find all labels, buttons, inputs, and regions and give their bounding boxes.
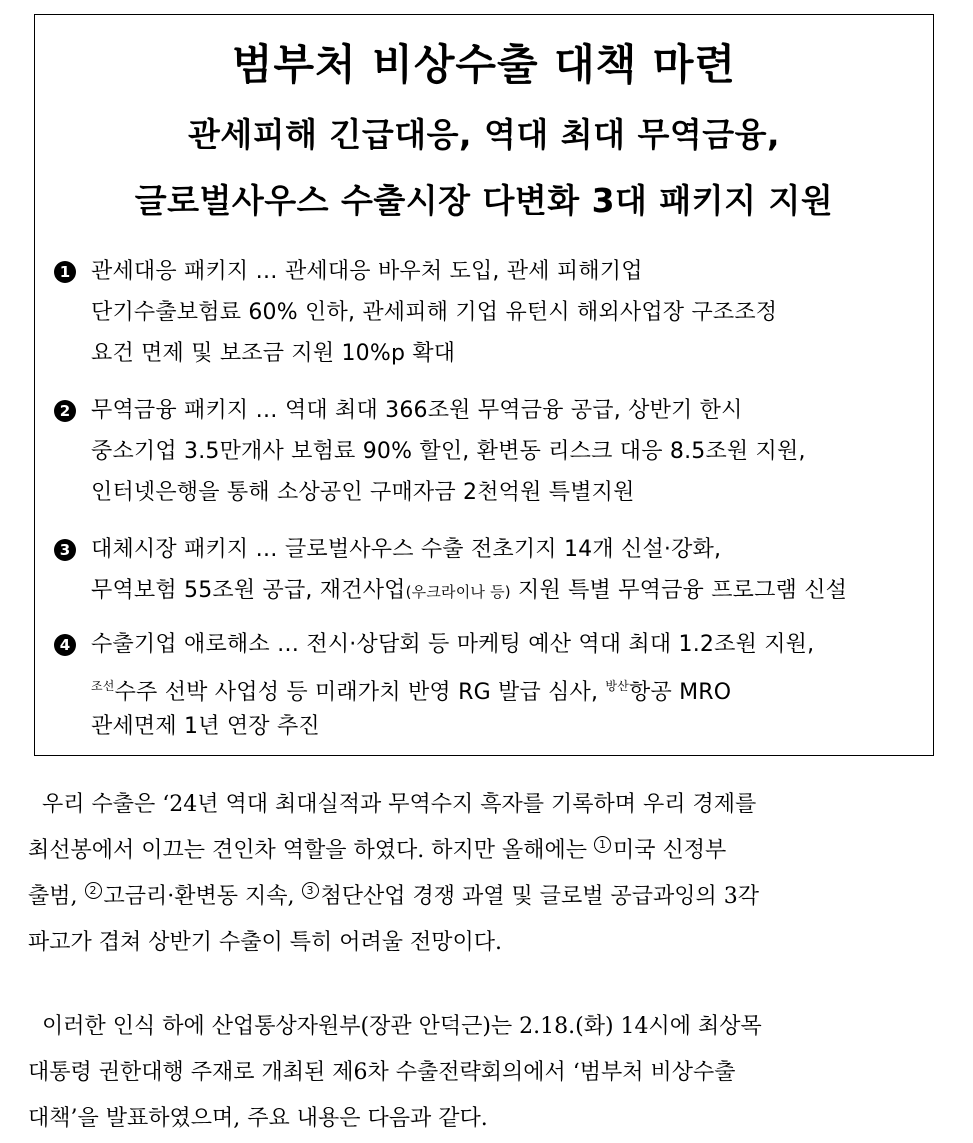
- headline-title: 범부처 비상수출 대책 마련: [231, 40, 737, 89]
- item-1-line-3: 요건 면제 및 보조금 지원 10%p 확대: [91, 341, 456, 366]
- bullet-number-1: 1: [54, 261, 76, 283]
- item-2-line-3: 인터넷은행을 통해 소상공인 구매자금 2천억원 특별지원: [91, 480, 635, 505]
- paragraph-1-line-4: 파고가 겹쳐 상반기 수출이 특히 어려울 전망이다.: [28, 930, 502, 955]
- circled-number-3: 3: [302, 882, 319, 899]
- item-4-line-3: 관세면제 1년 연장 추진: [91, 714, 320, 739]
- item-3-line-1: 대체시장 패키지 … 글로벌사우스 수출 전초기지 14개 신설·강화,: [91, 537, 722, 562]
- paragraph-2-line-1: 이러한 인식 하에 산업통상자원부(장관 안덕근)는 2.18.(화) 14시에 최상목: [28, 1014, 762, 1039]
- headline-subtitle-2: 글로벌사우스 수출시장 다변화 3대 패키지 지원: [134, 181, 834, 220]
- item-4-line-2: $^{조선}$수주 선박 사업성 등 미래가치 반영 RG 발급 심사, $^{방산}$항공 MRO: [91, 679, 732, 705]
- paragraph-2-line-3: 대책’을 발표하였으며, 주요 내용은 다음과 같다.: [28, 1106, 488, 1131]
- bullet-number-2: 2: [54, 400, 76, 422]
- paragraph-1-line-1: 우리 수출은 ‘24년 역대 최대실적과 무역수지 흑자를 기록하며 우리 경제를: [28, 792, 757, 817]
- headline-subtitle-1: 관세피해 긴급대응, 역대 최대 무역금융,: [187, 115, 781, 154]
- item-3-line-2: 무역보험 55조원 공급, 재건사업(우크라이나 등) 지원 특별 무역금융 프로그램 신설: [91, 578, 848, 603]
- item-4-line-1: 수출기업 애로해소 … 전시·상담회 등 마케팅 예산 역대 최대 1.2조원 지원,: [91, 632, 815, 657]
- superscript-shipbuilding: 조선: [91, 679, 115, 693]
- item-2-line-2: 중소기업 3.5만개사 보험료 90% 할인, 환변동 리스크 대응 8.5조원 지원,: [91, 439, 806, 464]
- item-2-line-1: 무역금융 패키지 … 역대 최대 366조원 무역금융 공급, 상반기 한시: [91, 398, 743, 423]
- superscript-defense: 방산: [605, 679, 629, 693]
- item-1-line-1: 관세대응 패키지 … 관세대응 바우처 도입, 관세 피해기업: [91, 259, 643, 284]
- bullet-number-3: 3: [54, 539, 76, 561]
- circled-number-2: 2: [85, 882, 102, 899]
- paragraph-1-line-2: 최선봉에서 이끄는 견인차 역할을 하였다. 하지만 올해에는 1 미국 신정부: [28, 838, 727, 863]
- item-1-line-2: 단기수출보험료 60% 인하, 관세피해 기업 유턴시 해외사업장 구조조정: [91, 300, 778, 325]
- item-3-small-note: (우크라이나 등): [405, 583, 511, 601]
- paragraph-2-line-2: 대통령 권한대행 주재로 개최된 제6차 수출전략회의에서 ‘범부처 비상수출: [28, 1060, 736, 1085]
- summary-box: [34, 14, 934, 756]
- bullet-number-4: 4: [54, 634, 76, 656]
- circled-number-1: 1: [594, 836, 611, 853]
- paragraph-1-line-3: 출범, 2 고금리·환변동 지속, 3 첨단산업 경쟁 과열 및 글로벌 공급과잉의 3각: [28, 884, 759, 909]
